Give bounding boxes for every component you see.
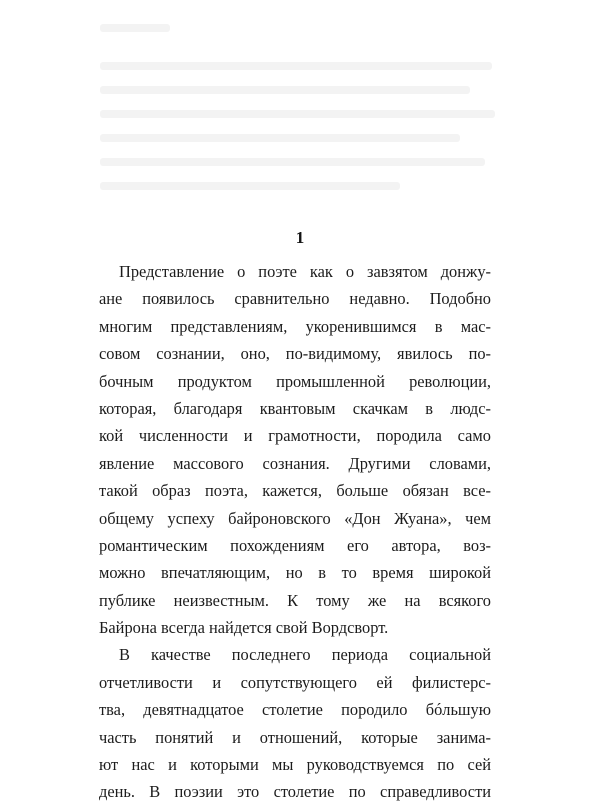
text-line: день. В поэзии это столетие по справедливости: [99, 782, 491, 802]
paragraph-2: [99, 641, 491, 805]
text-line: совом сознании, оно, по-видимому, явилось по-: [99, 344, 491, 364]
text-line: явление массового сознания. Другими словами,: [99, 453, 491, 473]
ghost-line: [100, 86, 470, 94]
text-line: которая, благодаря квантовым скачкам в людс-: [99, 398, 491, 418]
text-line: романтическим похождениям его автора, воз-: [99, 535, 491, 555]
text-line: многим представлениям, укоренившимся в мас-: [99, 316, 491, 336]
text-line: публике неизвестным. К тому же на всякого: [99, 590, 491, 610]
body-text: [99, 258, 491, 806]
ghost-line: [100, 110, 495, 118]
text-line: часть понятий и отношений, которые занима-: [99, 727, 491, 747]
ghost-line: [100, 182, 400, 190]
text-line: бочным продуктом промышленной революции,: [99, 371, 491, 391]
text-line: Байрона всегда найдется свой Вордсворт.: [99, 618, 389, 638]
ghost-line: [100, 134, 460, 142]
text-line: ане появилось сравнительно недавно. Подобно: [99, 289, 491, 309]
text-line: отчетливости и сопутствующего ей филистерс-: [99, 672, 491, 692]
chapter-number: 1: [295, 228, 305, 247]
text-line: В качестве последнего периода социальной: [119, 645, 491, 665]
text-line: такой образ поэта, кажется, больше обязан все-: [99, 481, 491, 501]
text-line: можно впечатляющим, но в то время широкой: [99, 563, 491, 583]
ghost-line: [100, 24, 170, 32]
ghost-line: [100, 158, 485, 166]
text-line: ют нас и которыми мы руководствуемся по сей: [99, 755, 491, 775]
text-line: тва, девятнадцатое столетие породило бóльшую: [99, 700, 491, 720]
text-line: общему успеху байроновского «Дон Жуана», чем: [99, 508, 491, 528]
paragraph-1: [99, 258, 491, 641]
reverse-page-bleed-through: [100, 24, 500, 206]
text-line: кой численности и грамотности, породила само: [99, 426, 491, 446]
text-line: Представление о поэте как о завзятом донжу-: [119, 262, 491, 281]
ghost-line: [100, 62, 492, 70]
